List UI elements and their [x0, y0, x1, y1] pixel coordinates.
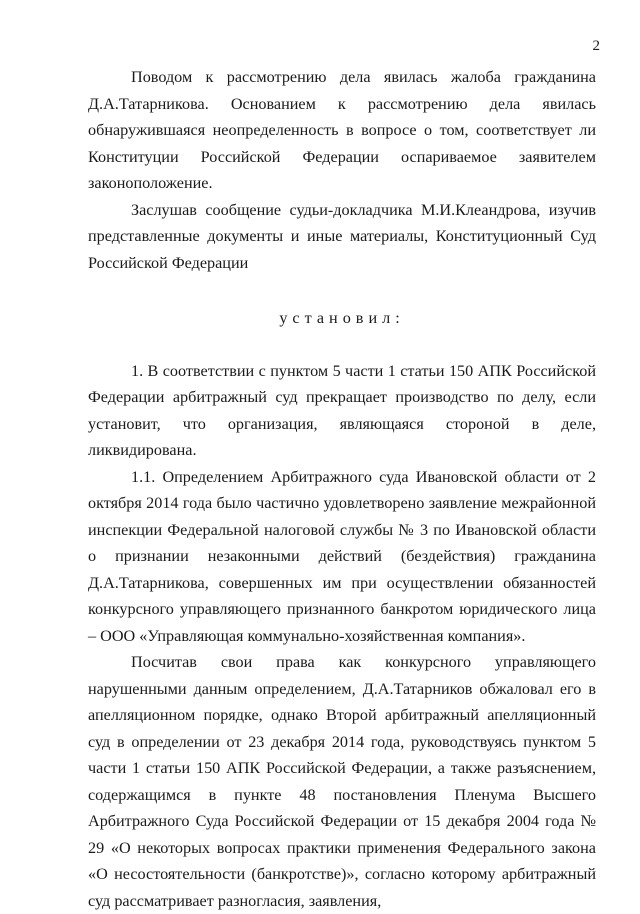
- paragraph-point-1: 1. В соответствии с пунктом 5 части 1 статьи 150 АПК Российской Федерации арбитражный суд прекращает производство по делу, если установит, что организация, являющаяся стороной в деле, ликвидирована.: [88, 361, 596, 459]
- document-body: [88, 64, 596, 914]
- paragraph-hearing: Заслушав сообщение судьи-докладчика М.И.Клеандрова, изучив представленные документы и иные материалы, Конституционный Суд Российской Федерации: [88, 200, 596, 272]
- verdict-heading: установил:: [279, 309, 405, 327]
- paragraph-point-1-1: 1.1. Определением Арбитражного суда Ивановской области от 2 октября 2014 года было частично удовлетворено заявление межрайонной инспекции Федеральной налоговой службы № 3 по Ивановской области о признании незаконными действий (бездействия) гражданина Д.А.Татарникова, совершенных им при осуществлении обязанностей конкурсного управляющего признанного банкротом юридического лица – ООО «Управляющая коммунально-хозяйственная компания».: [88, 467, 596, 645]
- paragraph-grounds: Поводом к рассмотрению дела явилась жалоба гражданина Д.А.Татарникова. Основанием к рассмотрению дела явилась обнаружившаяся неопределенность в вопросе о том, соответствует ли Конституции Российской Федерации оспариваемое заявителем законоположение.: [88, 68, 596, 192]
- page-number: 2: [592, 38, 600, 54]
- paragraph-appeal: Посчитав свои права как конкурсного управляющего нарушенными данным определением, Д.А.Татарников обжаловал его в апелляционном порядке, однако Второй арбитражный апелляционный суд в определении от 23 декабря 2014 года, руководствуясь пунктом 5 части 1 статьи 150 АПК Российской Федерации, а также разъяснением, содержащимся в пункте 48 постановления Пленума Высшего Арбитражного Суда Российской Федерации от 15 декабря 2004 года № 29 «О некоторых вопросах практики применения Федерального закона «О несостоятельности (банкротстве)», согласно которому арбитражный суд рассматривает разногласия, заявления,: [88, 653, 596, 910]
